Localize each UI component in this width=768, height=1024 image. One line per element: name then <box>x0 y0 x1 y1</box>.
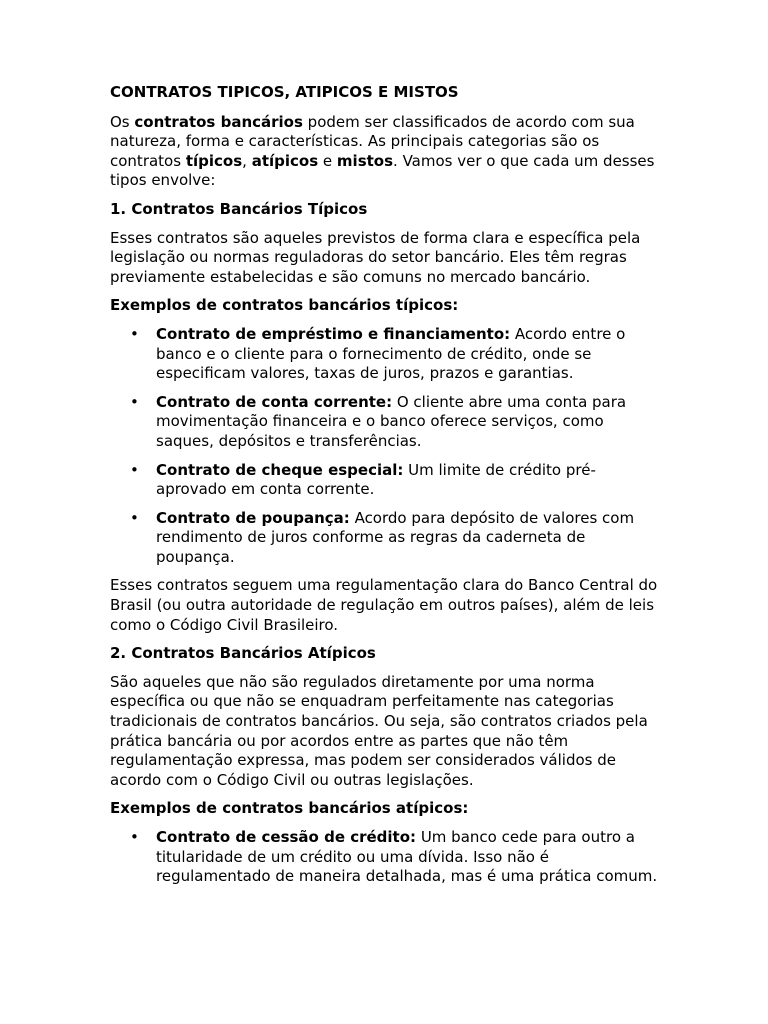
list-item-label: Contrato de cheque especial: <box>156 460 404 479</box>
document-page <box>110 83 662 896</box>
list-item-text: Um banco cede para outro a titularidade de um crédito ou uma dívida. Isso não é regulamentado de maneira detalhada, mas é uma prática comum. <box>156 828 658 886</box>
section-2-examples-heading: Exemplos de contratos bancários atípicos: <box>110 799 469 818</box>
document-title: CONTRATOS TIPICOS, ATIPICOS E MISTOS <box>110 83 459 101</box>
list-item <box>110 325 662 384</box>
section-1-closing-paragraph: Esses contratos seguem uma regulamentação clara do Banco Central do Brasil (ou outra autoridade de regulação em outros países), além de leis como o Código Civil Brasileiro. <box>110 576 658 634</box>
bullet-icon: • <box>130 508 139 527</box>
intro-bold-tipicos: típicos <box>185 151 243 170</box>
bullet-icon: • <box>130 460 139 479</box>
section-2-heading: 2. Contratos Bancários Atípicos <box>110 644 376 663</box>
intro-text-3: , <box>242 151 252 170</box>
intro-bold-mistos: mistos <box>336 151 394 170</box>
list-item-text: Acordo para depósito de valores com rendimento de juros conforme as regras da caderneta de poupança. <box>156 508 635 566</box>
list-item <box>110 509 662 568</box>
section-1-paragraph: Esses contratos são aqueles previstos de forma clara e específica pela legislação ou normas reguladoras do setor bancário. Eles têm regras previamente estabelecidas e são comuns no mercado bancário. <box>110 228 641 286</box>
bullet-icon: • <box>130 324 139 343</box>
list-item-label: Contrato de cessão de crédito: <box>156 828 417 846</box>
section-2-paragraph: São aqueles que não são regulados diretamente por uma norma específica ou que não se enquadram perfeitamente nas categorias tradicionais de contratos bancários. Ou seja, são contratos criados pela prática bancária ou por acordos entre as partes que não têm regulamentação expressa, mas podem ser considerados válidos de acordo com o Código Civil ou outras legislações. <box>110 672 648 789</box>
bullet-icon: • <box>130 392 139 411</box>
intro-text-2: podem ser classificados de acordo com sua natureza, forma e características. As principais categorias são os contratos <box>110 112 635 170</box>
intro-text-1: Os <box>110 112 135 131</box>
intro-paragraph <box>110 113 662 191</box>
list-item-label: Contrato de empréstimo e financiamento: <box>156 324 511 343</box>
section-1-examples-heading: Exemplos de contratos bancários típicos: <box>110 296 459 315</box>
section-2-examples-list <box>110 828 662 887</box>
intro-text-4: e <box>318 151 337 170</box>
section-1-examples-list <box>110 325 662 568</box>
list-item-label: Contrato de poupança: <box>156 508 350 527</box>
list-item <box>110 461 662 500</box>
list-item-text: Acordo entre o banco e o cliente para o fornecimento de crédito, onde se especificam valores, taxas de juros, prazos e garantias. <box>156 324 626 383</box>
intro-text-5: . Vamos ver o que cada um desses tipos envolve: <box>110 151 655 190</box>
intro-bold-atipicos: atípicos <box>251 151 319 170</box>
list-item <box>110 828 662 887</box>
list-item-label: Contrato de conta corrente: <box>156 392 393 411</box>
list-item-text: O cliente abre uma conta para movimentação financeira e o banco oferece serviços, como saques, depósitos e transferências. <box>156 392 627 450</box>
intro-bold-contratos-bancarios: contratos bancários <box>134 112 303 131</box>
section-1-heading: 1. Contratos Bancários Típicos <box>110 199 368 218</box>
list-item-text: Um limite de crédito pré-aprovado em conta corrente. <box>156 460 596 499</box>
bullet-icon: • <box>130 828 139 846</box>
list-item <box>110 393 662 452</box>
